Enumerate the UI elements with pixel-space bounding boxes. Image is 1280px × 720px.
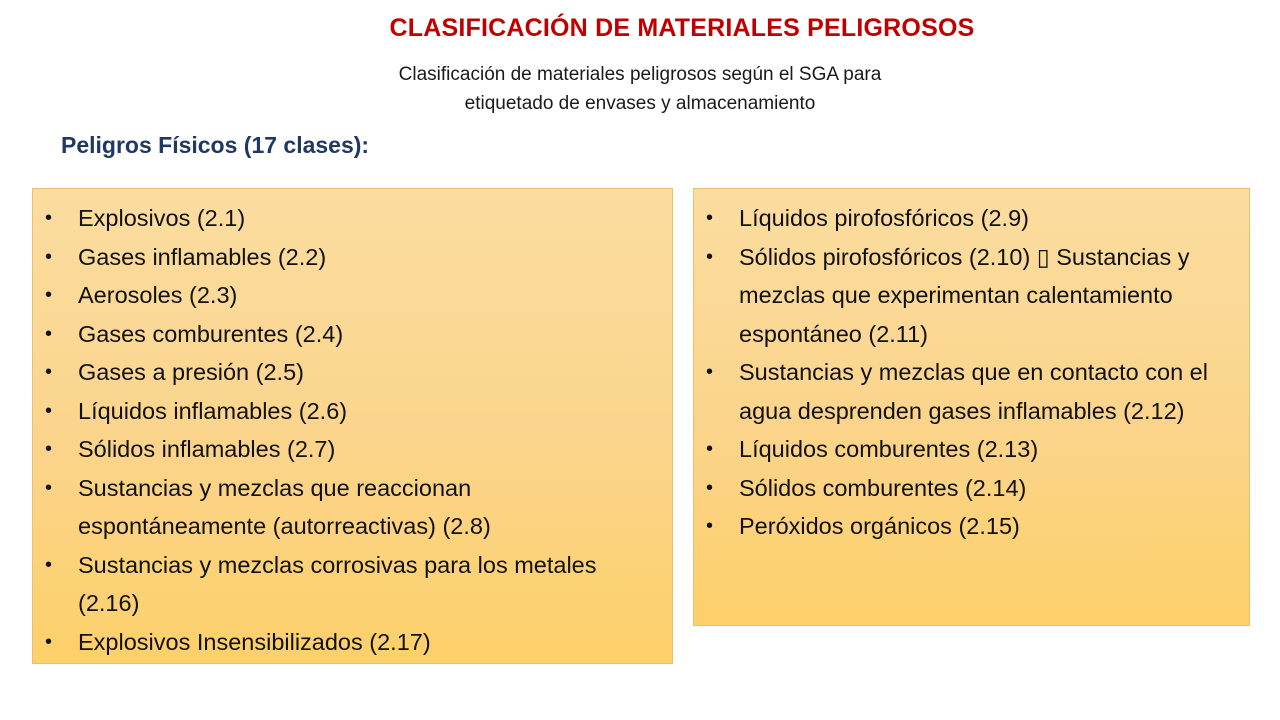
- list-item: [694, 199, 1229, 238]
- slide-title: CLASIFICACIÓN DE MATERIALES PELIGROSOS: [389, 14, 975, 42]
- list-item: [33, 276, 652, 315]
- list-item-label: Sustancias y mezclas que en contacto con el agua desprenden gases inflamables (2.12): [739, 359, 1208, 424]
- bullet-icon: •: [45, 284, 53, 306]
- list-item-label: Explosivos (2.1): [78, 205, 246, 231]
- list-item: [33, 469, 652, 546]
- list-item: [33, 238, 652, 277]
- bullet-icon: •: [706, 515, 714, 537]
- left-hazard-panel: [32, 188, 673, 664]
- list-item-label: Líquidos comburentes (2.13): [739, 436, 1039, 462]
- bullet-icon: •: [45, 399, 53, 422]
- list-item-label: Explosivos Insensibilizados (2.17): [78, 628, 431, 655]
- bullet-icon: •: [45, 361, 53, 383]
- bullet-icon: •: [45, 630, 53, 653]
- list-item-label: Peróxidos orgánicos (2.15): [739, 513, 1020, 539]
- bullet-icon: •: [706, 207, 714, 229]
- bullet-icon: •: [706, 361, 714, 383]
- bullet-icon: •: [45, 476, 53, 499]
- bullet-icon: •: [706, 476, 714, 499]
- list-item: [694, 353, 1229, 430]
- list-item-label: Aerosoles (2.3): [78, 282, 238, 308]
- bullet-icon: •: [45, 322, 53, 345]
- list-item: [33, 546, 652, 623]
- list-item: [694, 430, 1229, 469]
- right-hazard-panel: [693, 188, 1250, 626]
- list-item-label: Sólidos pirofosfóricos (2.10) ▯ Sustancias y mezclas que experimentan calentamiento espontáneo (2.11): [739, 243, 1190, 347]
- list-item-label: Sólidos comburentes (2.14): [739, 474, 1027, 501]
- section-heading: Peligros Físicos (17 clases):: [61, 132, 370, 158]
- bullet-icon: •: [45, 207, 53, 229]
- bullet-icon: •: [45, 438, 53, 460]
- left-hazard-list: [33, 199, 652, 661]
- list-item: [694, 238, 1229, 354]
- bullet-icon: •: [706, 245, 714, 268]
- bullet-icon: •: [706, 438, 714, 460]
- bullet-icon: •: [45, 553, 53, 576]
- list-item-label: Sustancias y mezclas que reaccionan espontáneamente (autorreactivas) (2.8): [78, 474, 491, 539]
- list-item: [33, 315, 652, 354]
- list-item-label: Sólidos inflamables (2.7): [78, 436, 336, 462]
- list-item-label: Líquidos pirofosfóricos (2.9): [739, 205, 1029, 231]
- subtitle-line-1: Clasificación de materiales peligrosos según el SGA para: [398, 64, 882, 85]
- list-item: [694, 469, 1229, 508]
- list-item: [33, 353, 652, 392]
- right-hazard-list: [694, 199, 1229, 546]
- list-item: [694, 507, 1229, 546]
- list-item: [33, 199, 652, 238]
- list-item-label: Gases inflamables (2.2): [78, 243, 327, 270]
- bullet-icon: •: [45, 245, 53, 268]
- list-item-label: Gases comburentes (2.4): [78, 320, 344, 347]
- list-item: [33, 430, 652, 469]
- list-item-label: Líquidos inflamables (2.6): [78, 397, 348, 424]
- list-item-label: Gases a presión (2.5): [78, 359, 304, 385]
- list-item-label: Sustancias y mezclas corrosivas para los metales (2.16): [78, 551, 597, 616]
- list-item: [33, 392, 652, 431]
- subtitle-line-2: etiquetado de envases y almacenamiento: [464, 93, 816, 114]
- list-item: [33, 623, 652, 662]
- slide-subtitle: [0, 60, 1280, 118]
